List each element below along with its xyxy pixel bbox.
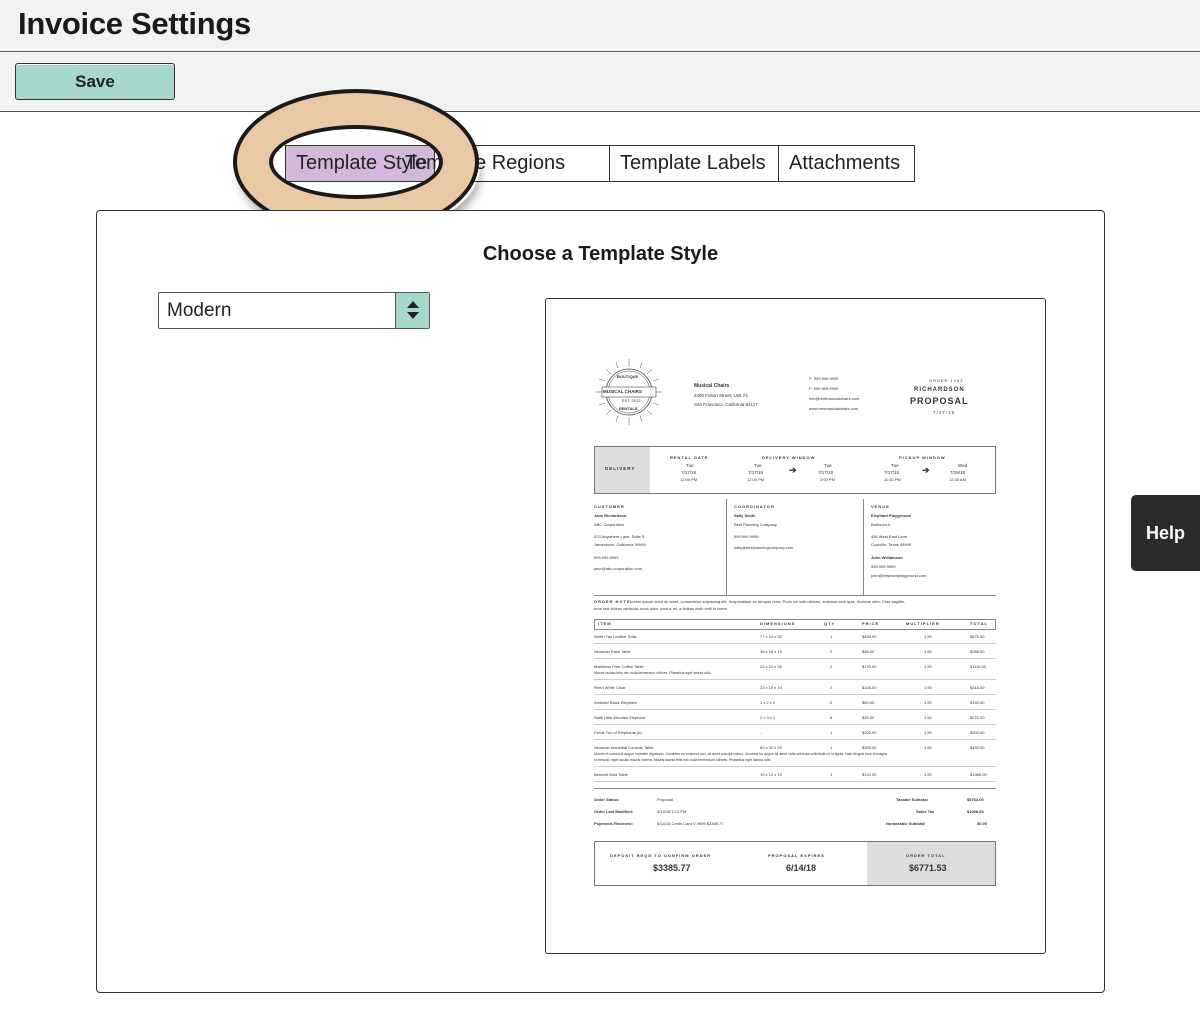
delivery-label: DELIVERY <box>605 466 636 471</box>
tab-template-style[interactable]: Template Style <box>286 146 435 181</box>
venue-contact-name: John Williamson <box>871 555 903 560</box>
company-fax: F: 999.999.9999 <box>809 386 839 391</box>
order-status-label: Order Status: <box>594 797 620 802</box>
template-preview <box>545 298 1046 954</box>
last-modified-label: Order Last Modified: <box>594 809 634 814</box>
table-cell-mult: 1.50 <box>924 730 932 735</box>
items-header-price: PRICE <box>862 621 880 626</box>
order-status-value: Proposal <box>657 797 673 802</box>
company-address-2: San Francisco, California 94117 <box>694 402 758 407</box>
company-email: info@rentmusicalchairs.com <box>809 396 860 401</box>
table-cell-item: Newman Industrial Console Table <box>594 745 654 750</box>
table-cell-price: $170.00 <box>862 664 877 669</box>
table-cell-mult: 1.50 <box>924 700 932 705</box>
chevron-down-icon <box>407 312 419 319</box>
table-row-divider <box>594 658 996 659</box>
table-cell-mult: 1.50 <box>924 772 932 777</box>
coordinator-label: COORDINATOR <box>734 504 775 509</box>
table-cell-total: $675.00 <box>970 634 985 639</box>
venue-phone: 999.999.9999 <box>871 564 896 569</box>
taxable-subtotal-value: $5763.00 <box>967 797 984 802</box>
table-cell-qty: 2 <box>830 685 833 690</box>
template-style-select[interactable] <box>158 292 430 329</box>
sales-tax-label: Sales Tax <box>916 809 935 814</box>
items-header-multiplier: MULTIPLIER <box>906 621 940 626</box>
table-cell-price: $450.00 <box>862 634 877 639</box>
table-cell-item: Newman Paint Table <box>594 649 631 654</box>
table-cell-dim: 1 x 2 x 2 <box>760 700 776 705</box>
expires-label: PROPOSAL EXPIRES <box>768 853 825 858</box>
table-row-note: Mauris lacinia felis nec nulla fermentum ultrices. Phasellus eget lacinia odio. <box>594 671 712 675</box>
table-cell-mult: 1.50 <box>924 664 932 669</box>
divider <box>863 499 864 595</box>
order-number: ORDER 1963 <box>929 378 964 383</box>
venue-room: Ballroom A <box>871 522 891 527</box>
table-cell-total: $450.00 <box>970 745 985 750</box>
venue-name: Elephant Playground <box>871 513 912 518</box>
payments-value: 5/14/18 Credit Card V 9999 $3385.77 <box>657 821 724 826</box>
chevron-up-icon <box>407 301 419 308</box>
customer-company: ABC Corporation <box>594 522 625 527</box>
customer-name: Jane Richardson <box>594 513 627 518</box>
table-cell-total: $1080.00 <box>970 772 987 777</box>
table-cell-qty: 2 <box>830 664 833 669</box>
last-modified-value: 5/14/18 1:13 PM <box>657 809 687 814</box>
table-cell-qty: 1 <box>830 634 833 639</box>
pickup-from-time: 11:30 PM <box>884 477 901 482</box>
table-cell-dim: 2 x 3 x 1 <box>760 715 776 720</box>
pickup-window-label: PICKUP WINDOW <box>899 455 946 460</box>
table-cell-mult: 1.50 <box>924 715 932 720</box>
table-cell-dim: 19 x 12 x 19 <box>760 772 782 777</box>
table-cell-price: $200.00 <box>862 730 877 735</box>
payments-label: Payments Recieved: <box>594 821 633 826</box>
tab-attachments[interactable]: Attachments <box>779 146 914 181</box>
table-cell-qty: 2 <box>830 649 833 654</box>
order-total-value: $6771.53 <box>909 863 947 873</box>
table-row-divider <box>594 739 996 740</box>
table-cell-dim: - <box>760 730 762 735</box>
delivery-to-date: 7/17/18 <box>818 470 834 475</box>
coordinator-company: Best Planning Company <box>734 522 777 527</box>
table-cell-mult: 1.50 <box>924 634 932 639</box>
items-header-item: ITEM <box>598 621 612 626</box>
pickup-to-date: 7/18/18 <box>950 470 966 475</box>
table-cell-dim: 23 x 10 x 14 <box>760 685 782 690</box>
table-cell-dim: 60 x 32 x 29 <box>760 745 782 750</box>
rental-date-date: 7/17/18 <box>681 470 697 475</box>
tab-template-regions[interactable]: Template Regions <box>435 146 610 181</box>
pickup-from-date: 7/17/18 <box>884 470 900 475</box>
table-cell-total: $315.00 <box>970 685 985 690</box>
table-cell-qty: 1 <box>830 772 833 777</box>
document-date: 7/17/18 <box>933 410 956 415</box>
delivery-to-time: 2:00 PM <box>820 477 835 482</box>
divider <box>594 788 996 789</box>
venue-address-1: 456 West East Lane <box>871 534 907 539</box>
table-cell-price: $120.00 <box>862 772 877 777</box>
delivery-window-label: DELIVERY WINDOW <box>762 455 816 460</box>
nontaxable-subtotal-value: $0.00 <box>977 821 988 826</box>
table-cell-price: $30.00 <box>862 715 875 720</box>
arrow-right-icon: ➔ <box>789 465 797 475</box>
company-phone: P: 999.999.9999 <box>809 376 839 381</box>
pickup-from-day: Tue <box>891 463 899 468</box>
table-cell-mult: 1.50 <box>924 649 932 654</box>
expires-value: 6/14/18 <box>786 863 817 873</box>
rental-date-label: RENTAL DATE <box>670 455 709 460</box>
table-cell-item: Bennett Gold Table <box>594 772 628 777</box>
taxable-subtotal-label: Taxable Subtotal <box>896 797 928 802</box>
table-cell-total: $288.00 <box>970 649 985 654</box>
table-cell-qty: 1 <box>830 730 833 735</box>
customer-phone: 999.999.9999 <box>594 555 619 560</box>
coordinator-email: sally@bestplanningcompany.com <box>734 545 794 550</box>
select-stepper[interactable] <box>395 293 429 328</box>
select-value: Modern <box>167 300 232 321</box>
table-row-divider <box>594 781 996 782</box>
table-cell-dim: 18 x 18 x 15 <box>760 649 782 654</box>
logo-bottom-text: RENTALS <box>619 406 638 411</box>
table-row-note: commodo, eget iaculis mauris viverra. Mauris lacinia felis nec nulla fermentum ultrices. Phasellus eget lacinia odio. <box>594 758 772 762</box>
help-button[interactable]: Help <box>1131 495 1200 571</box>
table-cell-qty: 1 <box>830 745 833 750</box>
table-cell-dim: 22 x 22 x 26 <box>760 664 782 669</box>
table-cell-item: Matthews Pine Coffee Table <box>594 664 644 669</box>
table-cell-total: $270.00 <box>970 715 985 720</box>
table-cell-item: Reed White Chair <box>594 685 626 690</box>
order-note-text: Lorem ipsum dolor sit amet, consectetur adipiscing elit. Suspendisse eu tempus urna. Proin vel velit ultrices, euismod sem quis, rhoncus nibh. Cras sagittis, <box>630 599 906 604</box>
logo-top-text: BOUTIQUE <box>617 374 639 379</box>
items-header-qty: QTY <box>824 621 836 626</box>
tab-template-labels[interactable]: Template Labels <box>610 146 779 181</box>
arrow-right-icon: ➔ <box>922 465 930 475</box>
table-cell-price: $300.00 <box>862 745 877 750</box>
table-row-divider <box>594 643 996 644</box>
table-cell-item: Griffin Tan Leather Sofa <box>594 634 637 639</box>
table-row-divider <box>594 709 996 710</box>
coordinator-phone: 999.999.9999 <box>734 534 759 539</box>
venue-address-2: Coolville, Texas 99999 <box>871 542 911 547</box>
sales-tax-value: $1008.53 <box>967 809 984 814</box>
table-row-divider <box>594 766 996 767</box>
customer-address-2: Jamestown, California 99999 <box>594 542 646 547</box>
page-title: Invoice Settings <box>18 6 251 41</box>
table-cell-qty: 6 <box>830 715 833 720</box>
table-row-note: Mauris et massa id augue molestie dignissim. Curabitur eu euismod orci, sit amet suscipit metus. Vivamus eu augue sit amet nulla vehicula sollicitudin ut in ligula. Nam feugiat eros id magna <box>594 752 888 756</box>
pickup-to-time: 12:30 AM <box>949 477 966 482</box>
table-cell-total: $1110.00 <box>970 664 987 669</box>
template-style-panel <box>96 210 1105 993</box>
table-cell-price: $105.00 <box>862 685 877 690</box>
venue-email: john@elephantplayground.com <box>871 573 927 578</box>
toolbar <box>0 53 1200 112</box>
customer-email: jane@abc-corporation.com <box>594 566 643 571</box>
venue-label: VENUE <box>871 504 890 509</box>
logo-small-text: EST. 2012 <box>622 398 641 403</box>
delivery-from-date: 7/17/18 <box>748 470 764 475</box>
company-address-1: 2400 Fulton Street, Unit 74 <box>694 393 748 398</box>
table-row-divider <box>594 694 996 695</box>
panel-title: Choose a Template Style <box>482 243 719 265</box>
divider <box>726 499 727 595</box>
items-header-total: TOTAL <box>970 621 988 626</box>
table-row-divider <box>594 724 996 725</box>
logo-middle-text: MUSICAL CHAIRS <box>603 389 642 394</box>
table-cell-qty: 2 <box>830 700 833 705</box>
proposal-document <box>594 357 996 889</box>
table-cell-mult: 1.50 <box>924 745 932 750</box>
pickup-to-day: Wed <box>958 463 968 468</box>
table-cell-mult: 1.50 <box>924 685 932 690</box>
table-cell-total: $150.00 <box>970 700 985 705</box>
order-note-label: ORDER NOTE: <box>594 599 633 604</box>
document-type: PROPOSAL <box>910 396 969 406</box>
table-cell-dim: 77 x 24 x 32 <box>760 634 782 639</box>
delivery-from-day: Tue <box>754 463 762 468</box>
order-total-label: ORDER TOTAL <box>906 853 946 858</box>
delivery-to-day: Tue <box>824 463 832 468</box>
divider <box>594 595 996 596</box>
coordinator-name: Sally Smith <box>734 513 756 518</box>
table-cell-price: $50.00 <box>862 700 875 705</box>
table-cell-price: $96.00 <box>862 649 875 654</box>
rental-date-day: Tue <box>686 463 694 468</box>
table-row-divider <box>594 679 996 680</box>
customer-label: CUSTOMER <box>594 504 625 509</box>
app-header <box>0 0 1200 52</box>
order-note-text-2: eros sed finibus vehicula, nunc dolor cursus mi, a finibus nisih velit id lorem. <box>594 606 729 611</box>
save-button[interactable]: Save <box>15 63 175 100</box>
table-cell-item: Swift Little Wooden Elephant <box>594 715 646 720</box>
delivery-from-time: 12:00 PM <box>747 477 765 482</box>
deposit-label: DEPOSIT REQD TO CONFIRM ORDER <box>610 853 712 858</box>
items-header-dimensions: DIMENSIONS <box>760 621 796 626</box>
table-cell-item: Fields Trio of Elephants (b) <box>594 730 642 735</box>
nontaxable-subtotal-label: Nontaxable Subtotal <box>886 821 925 826</box>
deposit-value: $3385.77 <box>653 863 691 873</box>
rental-date-time: 12:00 PM <box>680 477 698 482</box>
company-name: Musical Chairs <box>694 383 730 389</box>
customer-address-1: 523 Anywhere Lane, Suite 5 <box>594 534 645 539</box>
table-cell-item: Webster Black Elephant <box>594 700 637 705</box>
client-name: RICHARDSON <box>914 387 965 393</box>
table-cell-total: $300.00 <box>970 730 985 735</box>
company-web: www.rentmusicalchairs.com <box>809 406 859 411</box>
